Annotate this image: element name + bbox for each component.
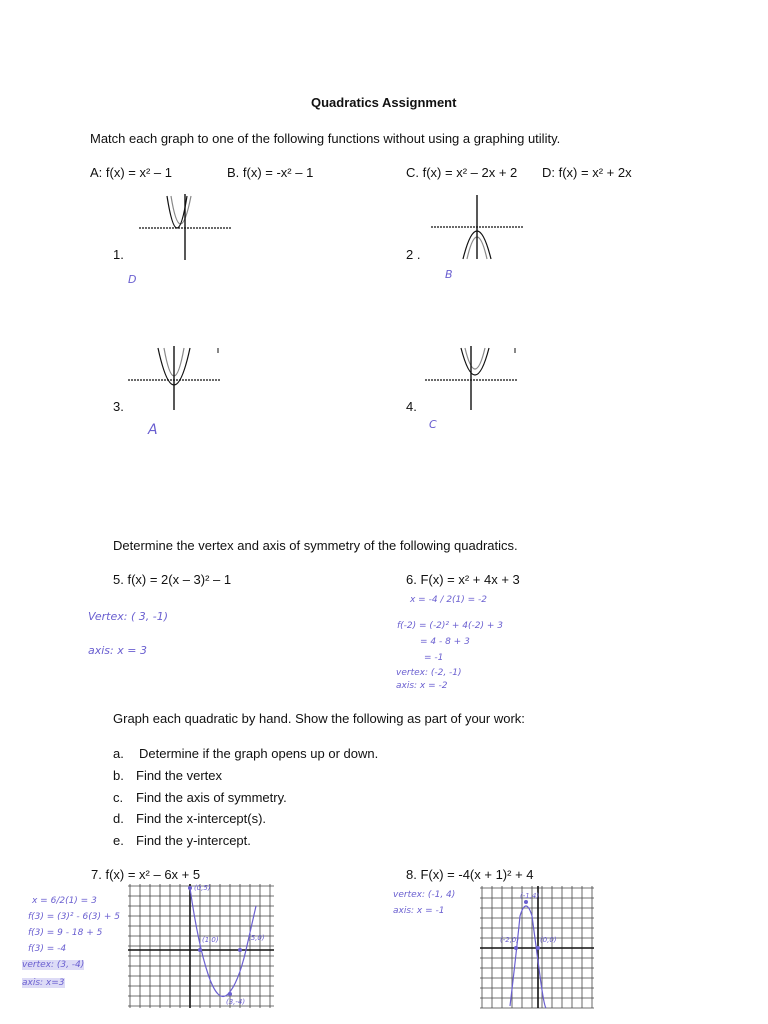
q7-work-1: x = 6/2(1) = 3: [32, 896, 97, 906]
step-b-text: Find the vertex: [136, 768, 222, 783]
match-3-answer: A: [148, 422, 158, 438]
question-5: 5. f(x) = 2(x – 3)² – 1: [113, 572, 232, 587]
q7-label-x-intercept-2: (5,0): [248, 934, 265, 942]
match-1-number: 1.: [113, 247, 124, 262]
q8-label-x-intercept-2: (0,0): [540, 936, 557, 944]
match-4-number: 4.: [406, 399, 417, 414]
question-7: 7. f(x) = x² – 6x + 5: [91, 867, 201, 882]
q6-work-2: f(-2) = (-2)² + 4(-2) + 3: [397, 621, 504, 631]
q8-vertex-work: vertex: (-1, 4): [393, 890, 456, 900]
q7-label-x-intercept-1: (1,0): [202, 936, 219, 944]
step-a-letter: a.: [113, 746, 124, 761]
match-2-number: 2 .: [406, 247, 421, 262]
step-d-letter: d.: [113, 811, 124, 826]
q5-vertex-work: Vertex: ( 3, -1): [88, 610, 169, 623]
graph-3: [124, 344, 224, 412]
option-d: D: f(x) = x² + 2x: [542, 165, 632, 180]
page-title: Quadratics Assignment: [311, 95, 457, 110]
graph-1: [135, 190, 235, 262]
option-b: B. f(x) = -x² – 1: [227, 165, 314, 180]
step-b-letter: b.: [113, 768, 124, 783]
graph-2: [427, 193, 527, 261]
step-e-letter: e.: [113, 833, 124, 848]
graph-q8: [480, 886, 596, 1010]
q5-axis-work: axis: x = 3: [88, 644, 147, 657]
step-d-text: Find the x-intercept(s).: [136, 811, 267, 826]
step-c-text: Find the axis of symmetry.: [136, 790, 287, 805]
match-1-answer: D: [128, 273, 137, 286]
question-6: 6. F(x) = x² + 4x + 3: [406, 572, 520, 587]
option-c: C. f(x) = x² – 2x + 2: [406, 165, 518, 180]
q6-work-4: = -1: [424, 653, 444, 663]
q8-axis-work: axis: x = -1: [393, 906, 445, 916]
q7-work-5: vertex: (3, -4): [22, 960, 85, 970]
q8-label-x-intercept-1: (-2,0): [500, 936, 520, 944]
step-e-text: Find the y-intercept.: [136, 833, 251, 848]
q6-work-6: axis: x = -2: [396, 681, 448, 691]
q7-work-4: f(3) = -4: [28, 944, 67, 954]
match-3-number: 3.: [113, 399, 124, 414]
section2-heading: Determine the vertex and axis of symmetry of the following quadratics.: [113, 538, 518, 553]
q6-work-5: vertex: (-2, -1): [396, 668, 462, 678]
step-a-text: Determine if the graph opens up or down.: [139, 746, 379, 761]
q6-work-3: = 4 - 8 + 3: [420, 637, 470, 647]
q7-work-6: axis: x=3: [22, 978, 65, 988]
q7-label-y-intercept: (0,5): [194, 884, 211, 892]
instructions: Match each graph to one of the following functions without using a graphing utility.: [90, 131, 561, 146]
q6-work-1: x = -4 / 2(1) = -2: [410, 595, 488, 605]
option-a: A: f(x) = x² – 1: [90, 165, 172, 180]
section3-heading: Graph each quadratic by hand. Show the following as part of your work:: [113, 711, 525, 726]
q7-work-3: f(3) = 9 - 18 + 5: [28, 928, 103, 938]
q7-work-2: f(3) = (3)² - 6(3) + 5: [28, 912, 120, 922]
question-8: 8. F(x) = -4(x + 1)² + 4: [406, 867, 534, 882]
match-2-answer: B: [445, 268, 453, 281]
q8-label-vertex: (-1,4): [520, 892, 540, 900]
graph-q7: [128, 884, 276, 1010]
match-4-answer: C: [429, 418, 437, 431]
step-c-letter: c.: [113, 790, 124, 805]
q7-label-vertex: (3,-4): [226, 998, 246, 1006]
graph-4: [421, 344, 521, 412]
